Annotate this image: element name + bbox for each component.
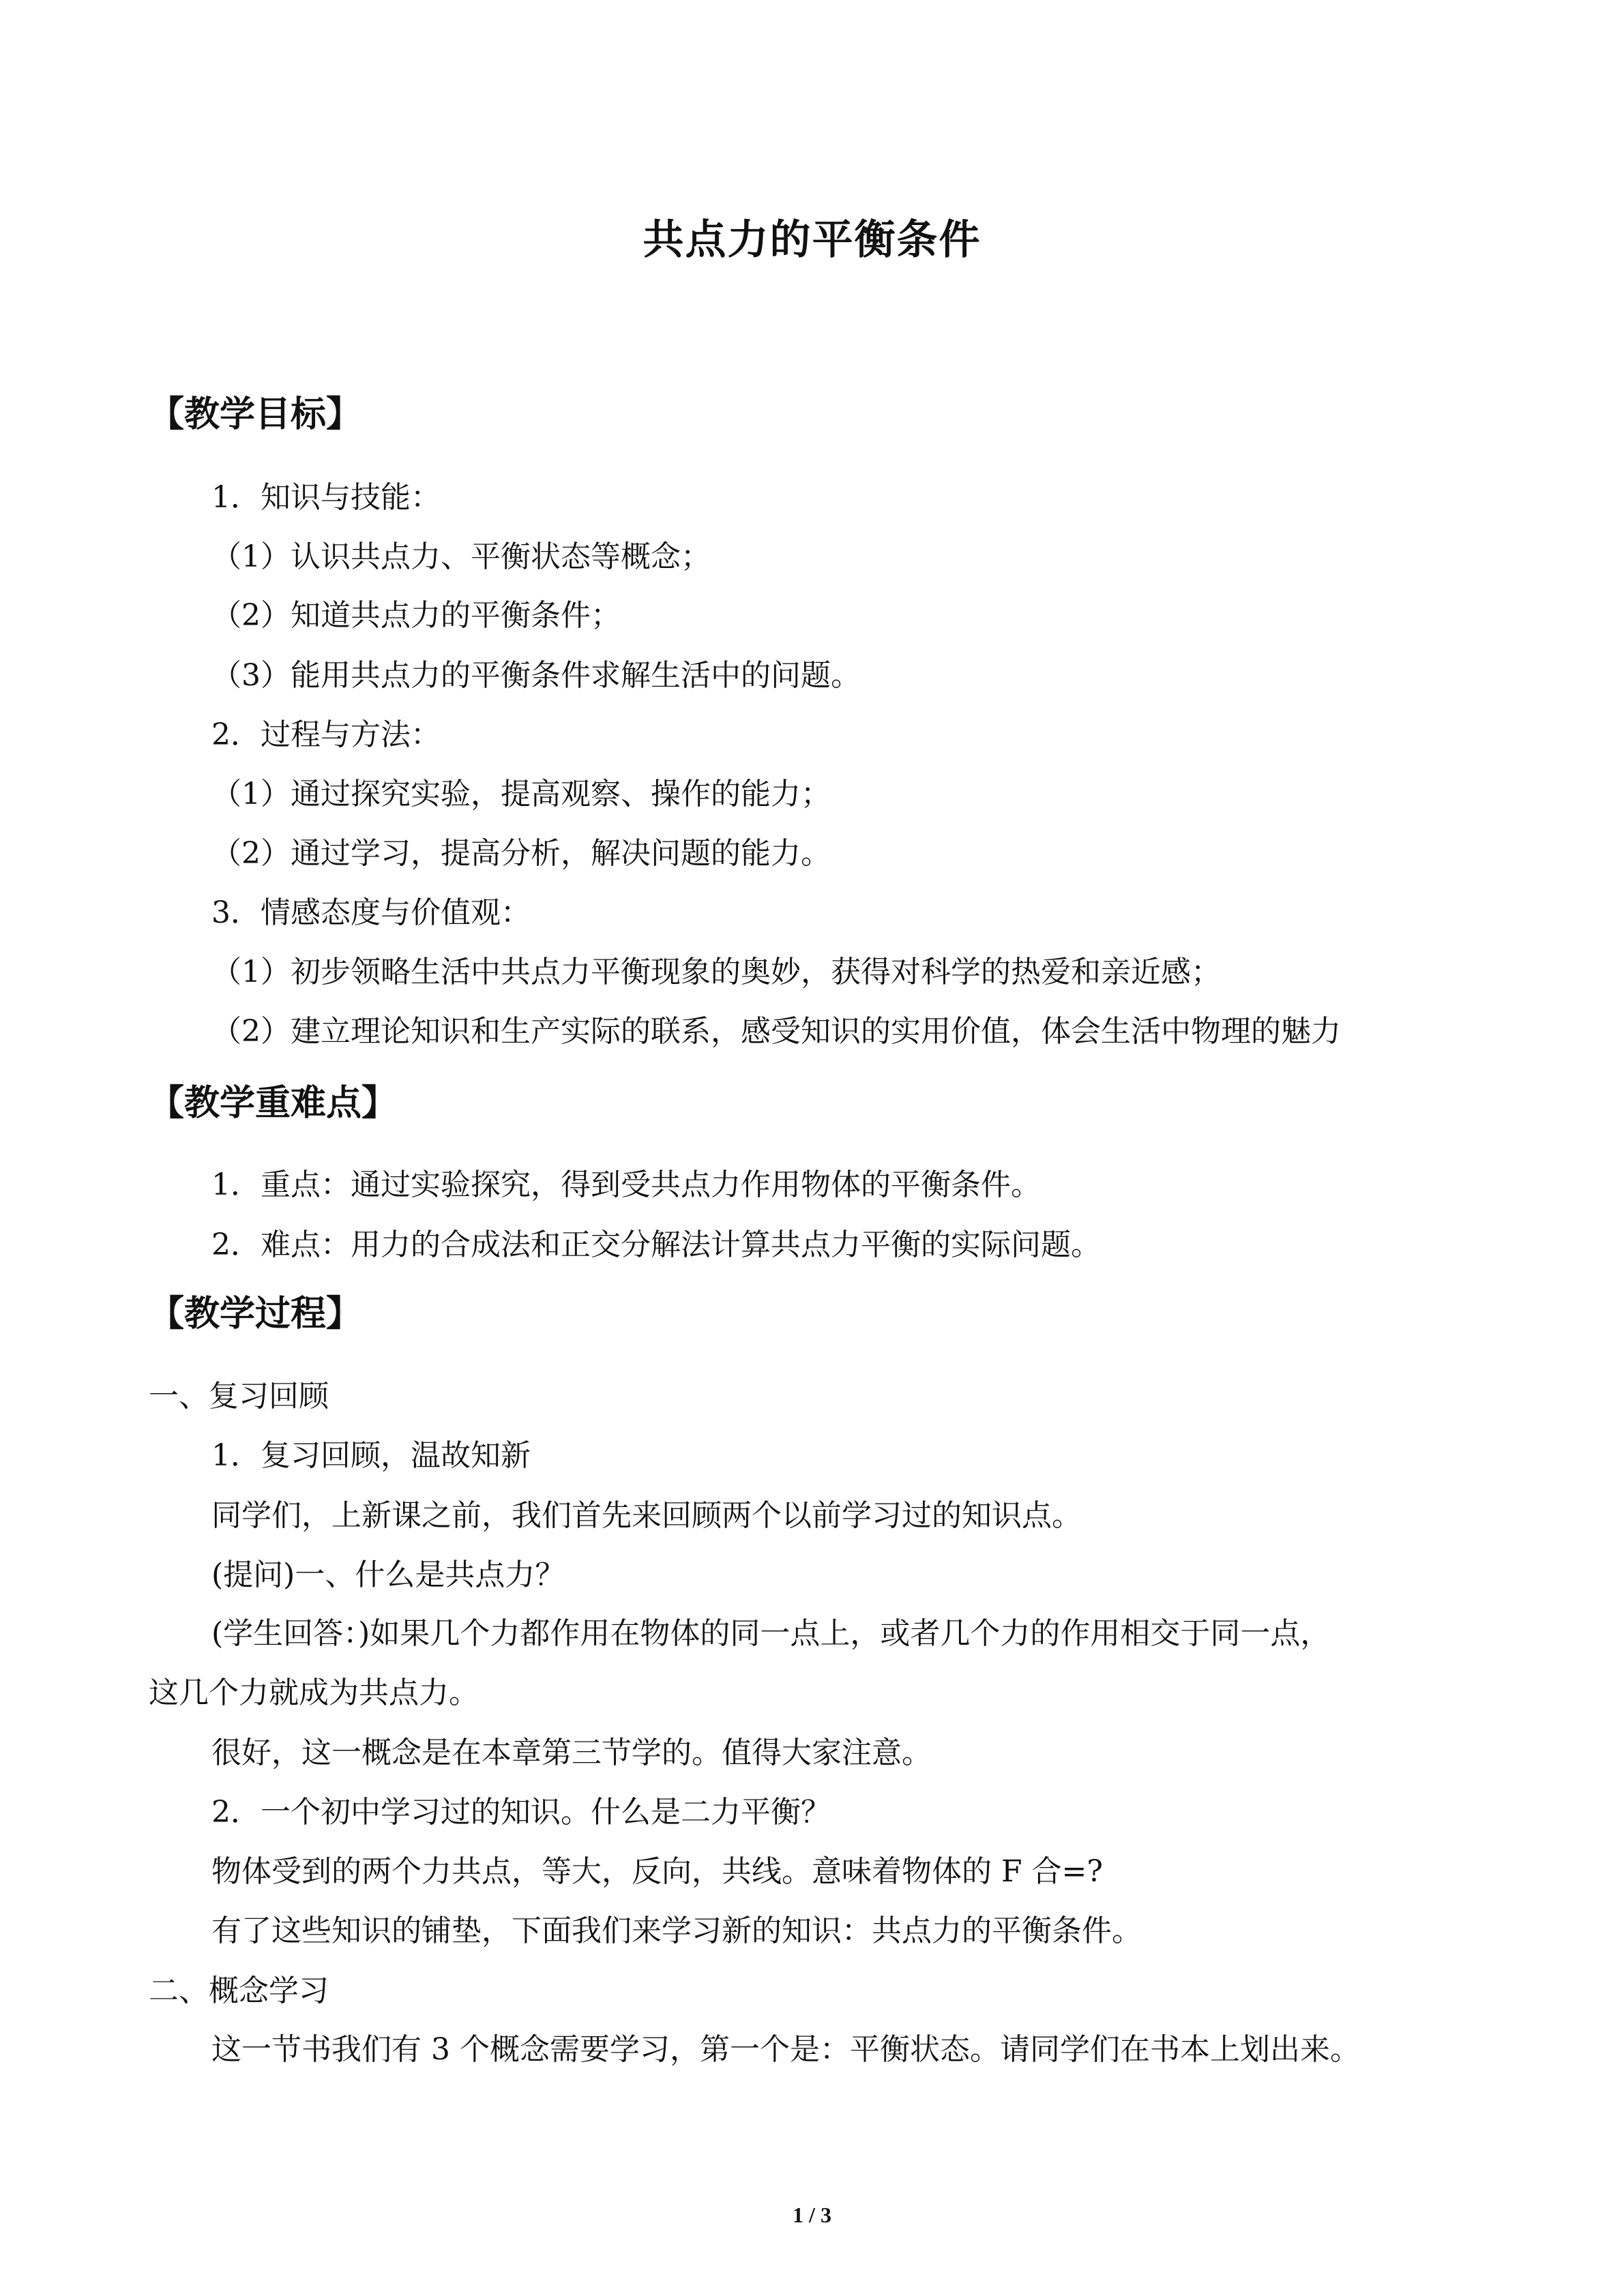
goal-line: （1）认识共点力、平衡状态等概念； (211, 539, 711, 574)
section-heading-goals: 【教学目标】 (149, 394, 362, 435)
goal-line: 1．知识与技能： (211, 480, 441, 515)
process-line: (学生回答：)如果几个力都作用在物体的同一点上，或者几个力的作用相交于同一点， (211, 1616, 1331, 1651)
section-heading-process: 【教学过程】 (149, 1294, 362, 1335)
goal-line: （1）通过探究实验，提高观察、操作的能力； (211, 777, 831, 811)
goal-line: 2．过程与方法： (211, 717, 441, 752)
process-line: 1．复习回顾，温故知新 (211, 1438, 531, 1473)
process-line: 很好，这一概念是在本章第三节学的。值得大家注意。 (211, 1735, 932, 1770)
key-point-line: 2．难点：用力的合成法和正交分解法计算共点力平衡的实际问题。 (211, 1227, 1101, 1262)
page-number: 1 / 3 (793, 2203, 831, 2227)
goal-line: （2）知道共点力的平衡条件； (211, 598, 621, 633)
process-line: (提问)一、什么是共点力？ (211, 1557, 565, 1592)
process-line: 这几个力就成为共点力。 (149, 1675, 479, 1710)
key-point-line: 1．重点：通过实验探究，得到受共点力作用物体的平衡条件。 (211, 1167, 1041, 1202)
process-line: 一、复习回顾 (149, 1379, 329, 1414)
process-line: 物体受到的两个力共点，等大，反向，共线。意味着物体的 F 合=? (211, 1854, 1103, 1889)
goal-line: （2）通过学习，提高分析，解决问题的能力。 (211, 836, 831, 871)
section-heading-key-points: 【教学重难点】 (149, 1083, 398, 1124)
process-line: 有了这些知识的铺垫，下面我们来学习新的知识：共点力的平衡条件。 (211, 1913, 1142, 1948)
process-line: 2．一个初中学习过的知识。什么是二力平衡？ (211, 1795, 831, 1830)
process-line: 二、概念学习 (149, 1973, 329, 2008)
goal-line: （1）初步领略生活中共点力平衡现象的奥妙，获得对科学的热爱和亲近感； (211, 955, 1221, 989)
document-title: 共点力的平衡条件 (643, 216, 981, 264)
process-line: 这一节书我们有 3 个概念需要学习，第一个是：平衡状态。请同学们在书本上划出来。 (211, 2032, 1360, 2067)
goal-line: （3）能用共点力的平衡条件求解生活中的问题。 (211, 658, 861, 693)
process-line: 同学们，上新课之前，我们首先来回顾两个以前学习过的知识点。 (211, 1498, 1082, 1533)
goal-line: 3．情感态度与价值观： (211, 895, 531, 930)
goal-line: （2）建立理论知识和生产实际的联系，感受知识的实用价值，体会生活中物理的魅力 (211, 1014, 1341, 1049)
